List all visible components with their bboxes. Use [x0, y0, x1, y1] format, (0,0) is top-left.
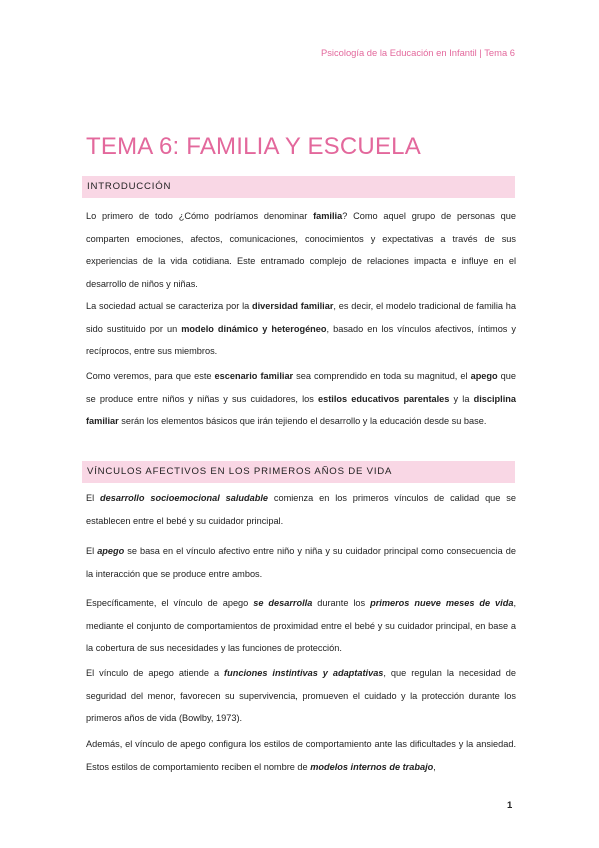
text-run: durante los: [312, 598, 371, 608]
emphasis-bold: estilos educativos parentales: [318, 393, 450, 404]
text-run: , es decir, el modelo tradicional de familia ha sido sustituido por un: [86, 301, 516, 334]
text-run: El vínculo de apego atiende a: [86, 668, 225, 678]
emphasis-bold: familia: [313, 211, 343, 221]
document-title: TEMA 6: FAMILIA Y ESCUELA: [86, 133, 421, 160]
text-run: y la: [449, 393, 474, 404]
emphasis-bold: modelo dinámico y heterogéneo: [181, 323, 327, 334]
text-run: comienza en los primeros vínculos de calidad que se establecen entre el bebé y su cuidador principal.: [86, 493, 516, 526]
emphasis-bold-italic: se desarrolla: [253, 598, 313, 608]
paragraph: [86, 295, 516, 363]
text-run: sea comprendido en toda su magnitud, el: [293, 371, 471, 381]
emphasis-bold-italic: apego: [97, 546, 125, 556]
text-run: Como veremos, para que este: [86, 371, 215, 381]
text-run: El: [86, 493, 101, 503]
text-run: , que regulan la necesidad de seguridad del menor, favorecen su supervivencia, promueven el cuidado y la protección durante los primeros años de vida (Bowlby, 1973).: [86, 668, 516, 724]
emphasis-bold: escenario familiar: [214, 371, 294, 381]
emphasis-bold-italic: primeros nueve meses de vida: [370, 598, 514, 608]
text-run: Específicamente, el vínculo de apego: [86, 598, 254, 608]
text-run: Además, el vínculo de apego configura los estilos de comportamiento ante las dificultades y la ansiedad. Estos estilos de comportamiento reciben el nombre de: [86, 739, 516, 772]
paragraph: [86, 540, 516, 585]
paragraph: [86, 662, 516, 730]
text-run: Lo primero de todo ¿Cómo podríamos denominar: [86, 211, 314, 221]
text-run: , mediante el conjunto de comportamientos de proximidad entre el bebé y su cuidador principal, en base a la cobertura de sus necesidades y las funciones de protección.: [86, 598, 517, 654]
text-run: , basado en los vínculos afectivos, íntimos y recíprocos, entre sus miembros.: [86, 323, 517, 357]
emphasis-bold-italic: modelos internos de trabajo: [310, 761, 434, 772]
emphasis-bold-italic: desarrollo socioemocional saludable: [100, 493, 269, 503]
text-run: El: [86, 546, 98, 556]
text-run: ? Como aquel grupo de personas que comparten emociones, afectos, comunicaciones, conocimientos y expectativas a través de sus experiencias de la vida cotidiana. Este entramado complejo de relaciones impacta e influye en el desarrollo de niños y niñas.: [86, 211, 516, 290]
text-run: La sociedad actual se caracteriza por la: [86, 301, 252, 311]
paragraph: [86, 733, 516, 778]
paragraph: [86, 487, 516, 532]
emphasis-bold: diversidad familiar: [252, 301, 334, 311]
text-run: ,: [433, 761, 436, 772]
paragraph: [86, 205, 516, 296]
text-run: que se produce entre niños y niñas y sus cuidadores, los: [86, 371, 516, 404]
emphasis-bold: apego: [470, 371, 498, 381]
section-heading-vinculos-afectivos: VÍNCULOS AFECTIVOS EN LOS PRIMEROS AÑOS DE VIDA: [82, 461, 515, 483]
emphasis-bold-italic: funciones instintivas y adaptativas: [224, 668, 384, 678]
text-run: serán los elementos básicos que irán tejiendo el desarrollo y la educación desde su base.: [118, 416, 487, 427]
emphasis-bold: disciplina familiar: [86, 393, 516, 427]
section-heading-introduccion: INTRODUCCIÓN: [82, 176, 515, 198]
text-run: se basa en el vínculo afectivo entre niño y niña y su cuidador principal como consecuencia de la interacción que se produce entre ambos.: [86, 546, 516, 579]
paragraph: [86, 365, 516, 433]
running-header: Psicología de la Educación en Infantil | Tema 6: [320, 47, 515, 58]
paragraph: [86, 592, 516, 660]
page-number: 1: [507, 800, 513, 811]
